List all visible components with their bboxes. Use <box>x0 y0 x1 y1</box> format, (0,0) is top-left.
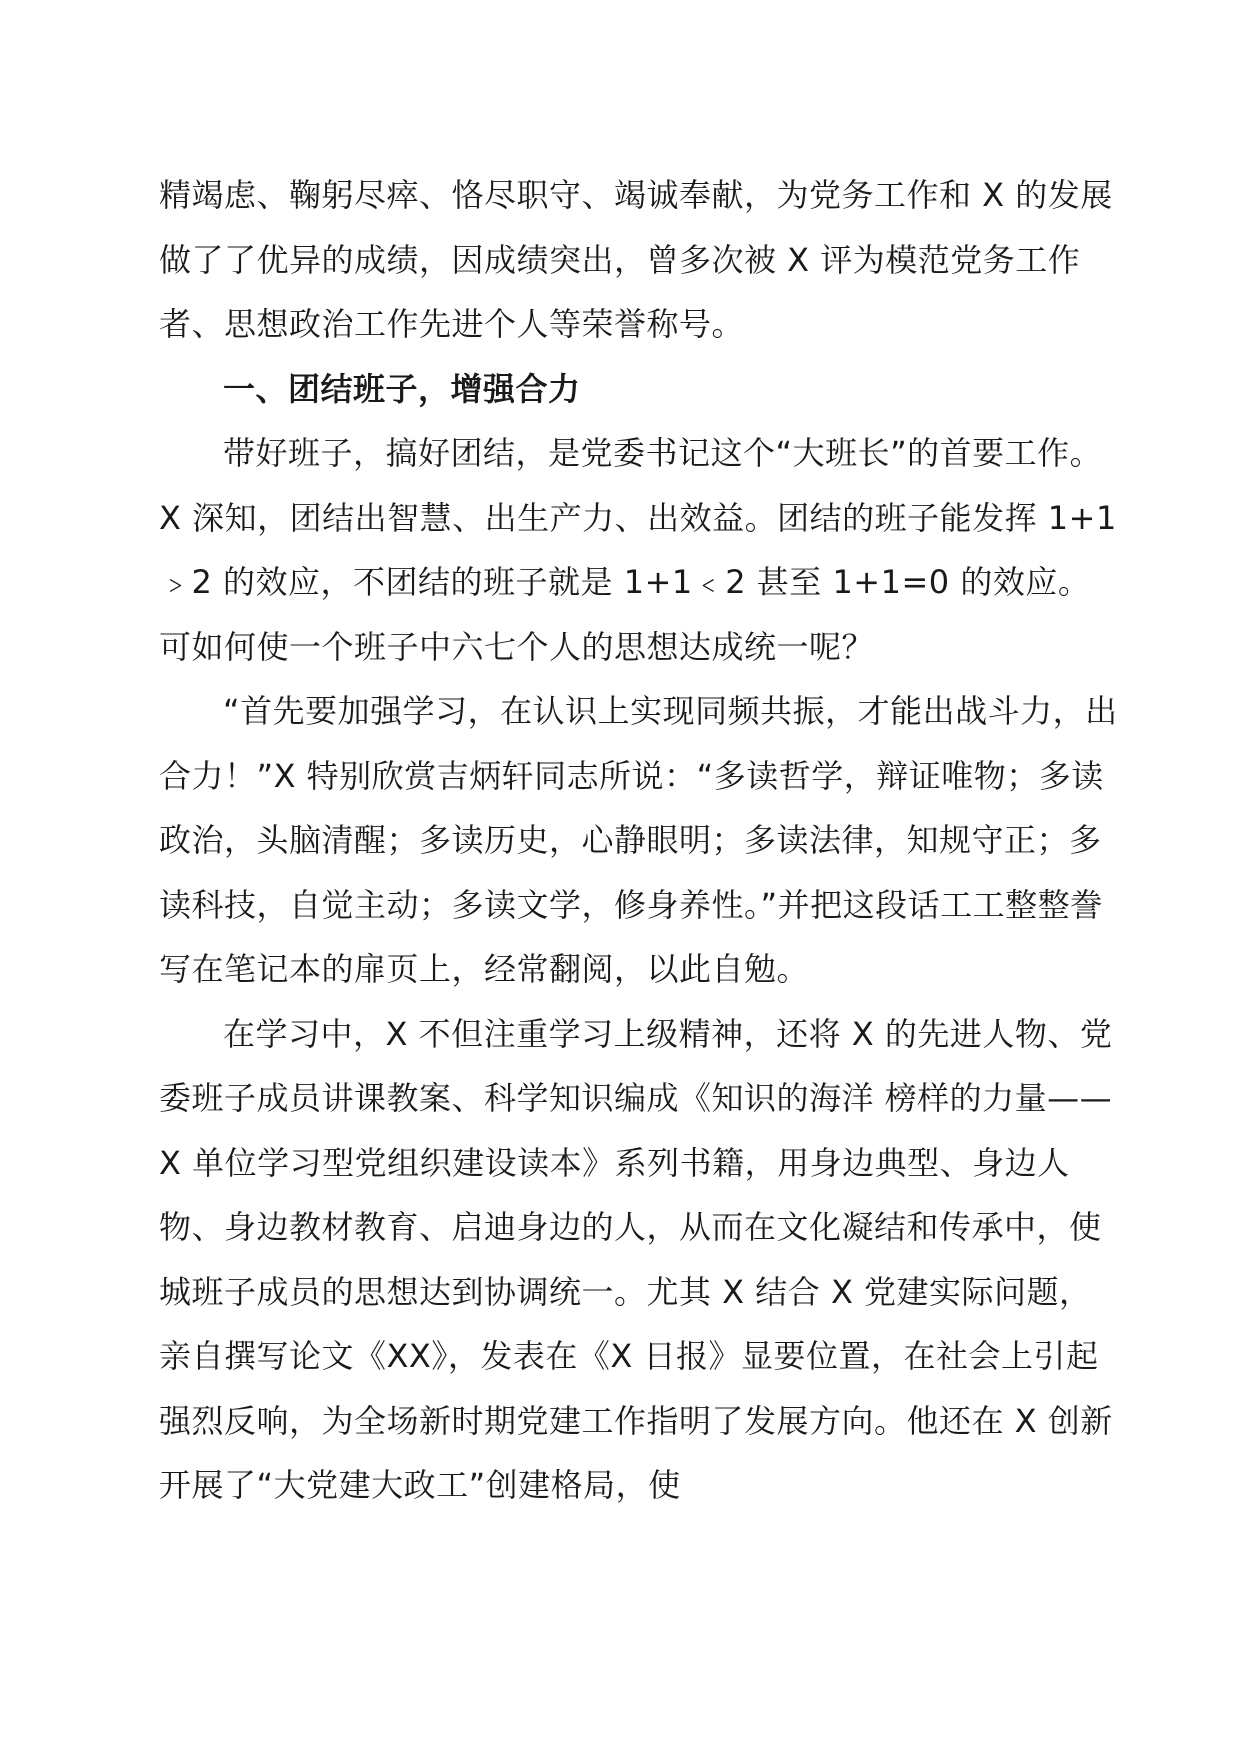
section-heading: 一、团结班子，增强合力 <box>223 369 581 408</box>
paragraph-team-unity: 带好班子，搞好团结，是党委书记这个“大班长”的首要工作。X 深知，团结出智慧、出生产力、出效益。团结的班子能发挥 1+1﹥2 的效应，不团结的班子就是 1+1﹤2 甚至 1+1=0 的效应。可如何使一个班子中六七个人的思想达成统一呢？ <box>159 434 1117 666</box>
document-body <box>159 163 1119 1518</box>
paragraph-study-practice: 在学习中，X 不但注重学习上级精神，还将 X 的先进人物、党委班子成员讲课教案、科学知识编成《知识的海洋 榜样的力量——X 单位学习型党组织建设读本》系列书籍，用身边典型、身边人物、身边教材教育、启迪身边的人，从而在文化凝结和传承中，使城班子成员的思想达到协调统一。尤其 X 结合 X 党建实际问题，亲自撰写论文《XX》，发表在《X 日报》显要位置，在社会上引起强烈反响，为全场新时期党建工作指明了发展方向。他还在 X 创新开展了“大党建大政工”创建格局，使 <box>159 1014 1113 1504</box>
paragraph-study-quote: “首先要加强学习，在认识上实现同频共振，才能出战斗力，出合力！”X 特别欣赏吉炳轩同志所说：“多读哲学，辩证唯物；多读政治，头脑清醒；多读历史，心静眼明；多读法律，知规守正；多读科技，自觉主动；多读文学，修身养性。”并把这段话工工整整誊写在笔记本的扉页上，经常翻阅，以此自勉。 <box>159 692 1118 988</box>
paragraph-intro: 精竭虑、鞠躬尽瘁、恪尽职守、竭诚奉献，为党务工作和 X 的发展做了了优异的成绩，因成绩突出，曾多次被 X 评为模范党务工作者、思想政治工作先进个人等荣誉称号。 <box>159 176 1113 343</box>
